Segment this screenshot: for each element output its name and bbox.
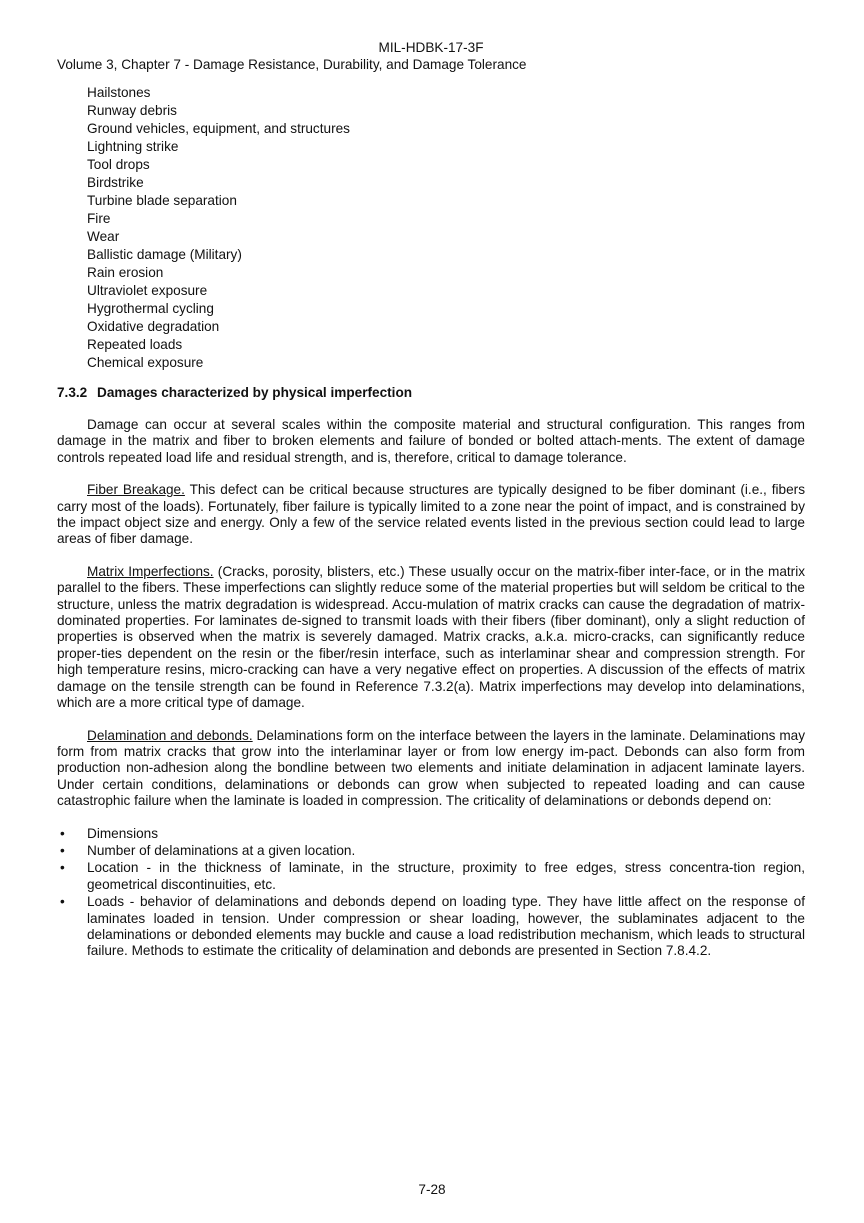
bullet-item: • Dimensions: [57, 826, 805, 842]
page-number: 7-28: [418, 1182, 446, 1197]
list-item: Ultraviolet exposure: [87, 283, 208, 298]
fiber-breakage-paragraph: [57, 482, 805, 548]
document-id: MIL-HDBK-17-3F: [378, 40, 484, 55]
list-item: Ground vehicles, equipment, and structures: [87, 121, 350, 136]
list-item: Lightning strike: [87, 139, 179, 154]
list-item: Birdstrike: [87, 175, 144, 190]
section-title: Damages characterized by physical imperfection: [97, 385, 413, 400]
list-item: Runway debris: [87, 103, 177, 118]
list-item: Repeated loads: [87, 337, 183, 352]
list-item: Tool drops: [87, 157, 150, 172]
list-item: Turbine blade separation: [87, 193, 237, 208]
delamination-paragraph: [57, 728, 805, 810]
section-heading: [57, 384, 805, 401]
document-page: [57, 39, 805, 978]
list-item: Hailstones: [87, 85, 151, 100]
fiber-breakage-heading: Fiber Breakage.: [87, 482, 185, 498]
matrix-imperfections-text: (Cracks, porosity, blisters, etc.) These usually occur on the matrix-fiber inter-face, or in the matrix parallel to the fibers. These imperfections can slightly reduce some of the material properties but will seldom be critical to the structure, unless the matrix degradation is widespread. Accu-mulation of matrix cracks can cause the degradation of matrix-dominated properties. For laminates de-signed to transmit loads with their fibers (fiber dominant), only a slight reduction of properties is observed when the matrix is severely damaged. Matrix cracks, a.k.a. micro-cracks, can significantly reduce proper-ties dependent on the resin or the fiber/resin interface, such as interlaminar shear and compression strength. For high temperature resins, micro-cracking can have a very negative effect on properties. A discussion of the effects of matrix damage on the tensile strength can be found in Reference 7.3.2(a). Matrix imperfections may develop into delaminations, which are a more critical type of damage.: [57, 563, 806, 711]
list-item: Chemical exposure: [87, 355, 204, 370]
list-item: Oxidative degradation: [87, 319, 220, 334]
intro-paragraph: Damage can occur at several scales within the composite material and structural configuration. This ranges from damage in the matrix and fiber to broken elements and failure of bonded or bolted attach-ments. The extent of damage controls repeated load life and residual strength, and is, therefore, critical to damage tolerance.: [57, 417, 805, 465]
list-item: Fire: [87, 211, 111, 226]
bullet-item: • Number of delaminations at a given location.: [57, 843, 805, 859]
list-item: Rain erosion: [87, 265, 164, 280]
list-item: Hygrothermal cycling: [87, 301, 214, 316]
chapter-header: Volume 3, Chapter 7 - Damage Resistance, Durability, and Damage Tolerance: [57, 57, 527, 72]
delamination-heading: Delamination and debonds.: [87, 727, 253, 743]
matrix-imperfections-paragraph: [57, 564, 805, 712]
section-number: 7.3.2: [57, 385, 88, 400]
bullet-item: • Location - in the thickness of laminate, in the structure, proximity to free edges, stress concentra-tion region, geometrical discontinuities, etc.: [57, 860, 805, 893]
bullet-item: • Loads - behavior of delaminations and debonds depend on loading type. They have little affect on the response of laminates loaded in tension. Under compression or shear loading, however, the sublaminates adjacent to the delaminations or debonded elements may buckle and cause a load redistribution mechanism, which leads to structural failure. Methods to estimate the criticality of delamination and debonds are presented in Section 7.8.4.2.: [57, 894, 805, 960]
list-item: Wear: [87, 229, 120, 244]
matrix-imperfections-heading: Matrix Imperfections.: [87, 563, 214, 579]
fiber-breakage-text: This defect can be critical because structures are typically designed to be fiber dominant (i.e., fibers carry most of the loads). Fortunately, fiber failure is typically limited to a zone near the point of impact, and is constrained by the impact object size and energy. Only a few of the service related events listed in the previous section could lead to large areas of fiber damage.: [57, 482, 806, 547]
list-item: Ballistic damage (Military): [87, 247, 242, 262]
delamination-text: Delaminations form on the interface between the layers in the laminate. Delaminations may form from matrix cracks that grow into the interlaminar layer or from low energy im-pact. Debonds can also form from production non-adhesion along the bondline between two elements and initiate delamination in adjacent laminate layers. Under certain conditions, delaminations or debonds can grow when subjected to repeated loading and can cause catastrophic failure when the laminate is loaded in compression. The criticality of delaminations or debonds depend on:: [57, 727, 805, 809]
service-event-list: [87, 84, 805, 372]
criticality-bullet-list: [57, 826, 805, 960]
